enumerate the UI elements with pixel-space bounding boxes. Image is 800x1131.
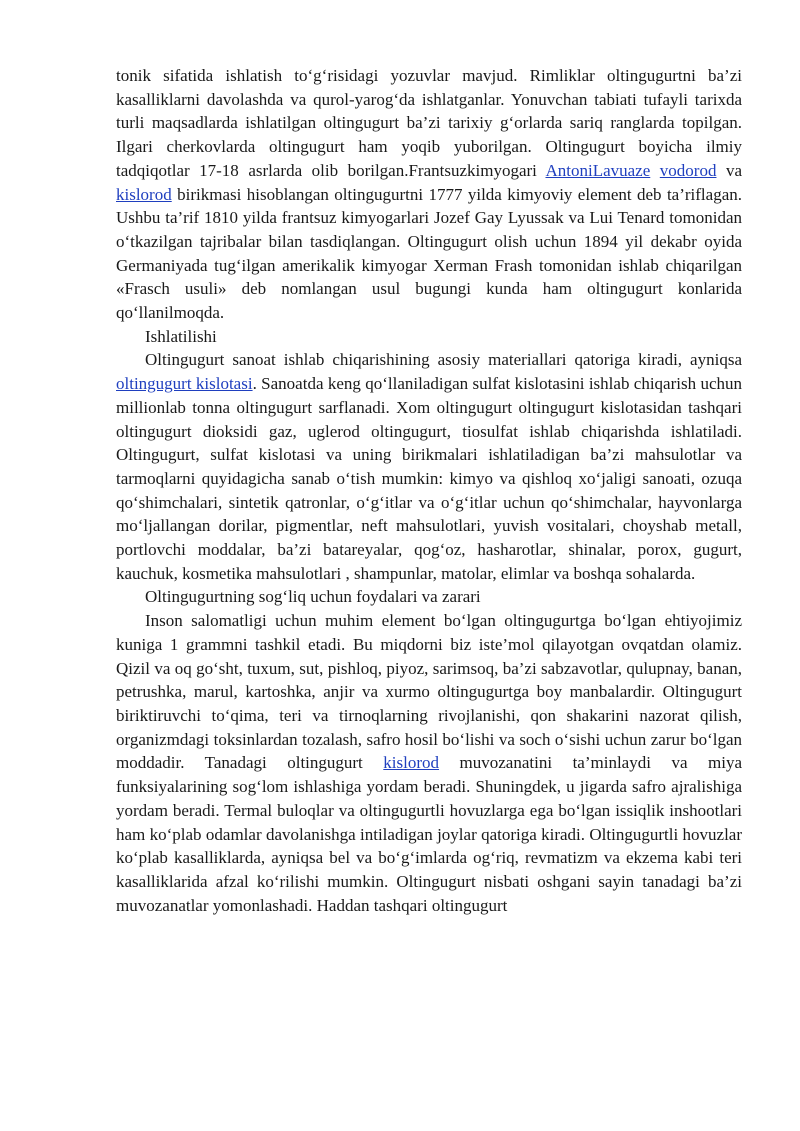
link-lavoisier[interactable]: AntoniLavuaze (545, 160, 651, 180)
paragraph-usage (116, 348, 742, 585)
link-vodorod[interactable]: vodorod (659, 160, 717, 180)
paragraph-usage-text: Oltingugurt sanoat ishlab chiqarishining asosiy materiallari qatoriga kiradi, ayniqsa (145, 350, 742, 370)
paragraph-history-text: tonik sifatida ishlatish to‘g‘risidagi yozuvlar mavjud. Rimliklar oltingugurtni ba’zi kasalliklarni davolashda va qurol-yarog‘da ishlatganlar. Yonuvchan tabiati tufayli tarixda turli maqsadlarda ishlatilgan oltingugurt ba’zi tarixiy g‘orlarda sariq ranglarda topilgan. Ilgari cherkovlarda oltingugurt ham yoqib yuborilgan. Oltingugurt boyicha ilmiy tadqiqotlar 17-18 asrlarda olib borilgan.Frantsuzkimyogari (116, 66, 742, 180)
paragraph-history: tonik sifatida ishlatish to‘g‘risidagi yozuvlar mavjud. Rimliklar oltingugurtni ba’zi kasalliklarni davolashda va qurol-yarog‘da ishlatganlar. Yonuvchan tabiati tufayli tarixda turli maqsadlarda ishlatilgan oltingugurt ba’zi tarixiy g‘orlarda sariq ranglarda topilgan. Ilgari cherkovlarda oltingugurt ham yoqib yuborilgan. Oltingugurt boyicha ilmiy tadqiqotlar 17-18 asrlarda olib borilgan.Frantsuzkimyogari AntoniLavuaze vodorod va kislorod birikmasi hisoblangan oltingugurtni 1777 yilda kimyoviy element deb ta’riflagan. Ushbu ta’rif 1810 yilda frantsuz kimyogarlari Jozef Gay Lyussak va Lui Tenard tomonidan o‘tkazilgan tajribalar bilan tasdiqlangan. Oltingugurt olish uchun 1894 yil dekabr oyida Germaniyada tug‘ilgan amerikalik kimyogar Xerman Frash tomonidan ishlab chiqarilgan «Frasch usuli» deb nomlangan usul bugungi kunda ham oltingugurt konlarida qo‘llanilmoqda. (116, 66, 743, 323)
paragraph-history-text-cont: birikmasi hisoblangan oltingugurtni 1777 yilda kimyoviy element deb ta’riflagan. Ushbu ta’rif 1810 yilda frantsuz kimyogarlari Jozef Gay Lyussak va Lui Tenard tomonidan o‘tkazilgan tajribalar bilan tasdiqlangan. Oltingugurt olish uchun 1894 yil dekabr oyida Germaniyada tug‘ilgan amerikalik kimyogar Xerman Frash tomonidan ishlab chiqarilgan «Frasch usuli» deb nomlangan usul bugungi kunda ham oltingugurt konlarida qo‘llanilmoqda. (116, 184, 742, 323)
heading-health: Oltingugurtning sog‘liq uchun foydalari va zarari (145, 587, 481, 607)
paragraph-health (116, 609, 742, 917)
paragraph-health-text: Inson salomatligi uchun muhim element bo‘lgan oltingugurtga bo‘lgan ehtiyojimiz kuniga 1 grammni tashkil etadi. Bu miqdorni biz iste’mol qilayotgan ovqatdan olamiz. Qizil va oq go‘sht, tuxum, sut, pishloq, piyoz, sarimsoq, ba’zi sabzavotlar, qulupnay, banan, petrushka, marul, kartoshka, anjir va xurmo oltingugurtga boy manbalardir. Oltingugurt biriktiruvchi to‘qima, teri va tirnoqlarning rivojlanishi, qon shakarini nazorat qilish, organizmdagi toksinlardan tozalash, safro hosil bo‘lishi va soch o‘sishi uchun zarur bo‘lgan moddadir. Tanadagi oltingugurt (116, 611, 742, 773)
link-kislorod[interactable]: kislorod (116, 184, 172, 204)
link-sulfuric-acid[interactable]: oltingugurt kislotasi (116, 374, 253, 394)
heading-usage: Ishlatilishi (145, 326, 217, 346)
link-kislorod-2[interactable]: kislorod (383, 753, 440, 773)
paragraph-usage-text-cont: . Sanoatda keng qo‘llaniladigan sulfat kislotasini ishlab chiqarish uchun millionlab tonna oltingugurt sarflanadi. Xom oltingugurt oltingugurt kislotasidan tashqari oltingugurt dioksidi gaz, uglerod oltingugurt, tiosulfat ishlab chiqarishda ishlatiladi. Oltingugurt, sulfat kislotasi va uning birikmalari ishlatiladigan ba’zi mahsulotlar va tarmoqlarni quyidagicha sanab o‘tish mumkin: kimyo va qishloq xo‘jaligi sanoati, ozuqa qo‘shimchalari, sintetik qatronlar, o‘g‘itlar va o‘g‘itlar uchun qo‘shimchalar, hayvonlarga mo‘ljallangan dorilar, pigmentlar, neft mahsulotlari, yuvish vositalari, choyshab metall, portlovchi moddalar, ba’zi batareyalar, qog‘oz, hasharotlar, shinalar, porox, gugurt, kauchuk, kosmetika mahsulotlari , shampunlar, matolar, elimlar va boshqa sohalarda. (116, 374, 742, 583)
paragraph-health-text-cont: muvozanatini ta’minlaydi va miya funksiyalarining sog‘lom ishlashiga yordam beradi. Shuningdek, u jigarda safro ajralishiga yordam beradi. Termal buloqlar va oltingugurtli hovuzlarga ega bo‘lgan issiqlik inshootlari ham ko‘plab odamlar davolanishga intiladigan joylar qatoriga kiradi. Oltingugurtli hovuzlar ko‘plab kasalliklarda, ayniqsa bel va bo‘g‘imlarda og‘riq, revmatizm va ekzema kabi teri kasalliklarida afzal ko‘rilishi mumkin. Oltingugurt nisbati oshgani sayin tanadagi ba’zi muvozanatlar yomonlashadi. Haddan tashqari oltingugurt (116, 753, 742, 915)
document-page (116, 64, 742, 917)
